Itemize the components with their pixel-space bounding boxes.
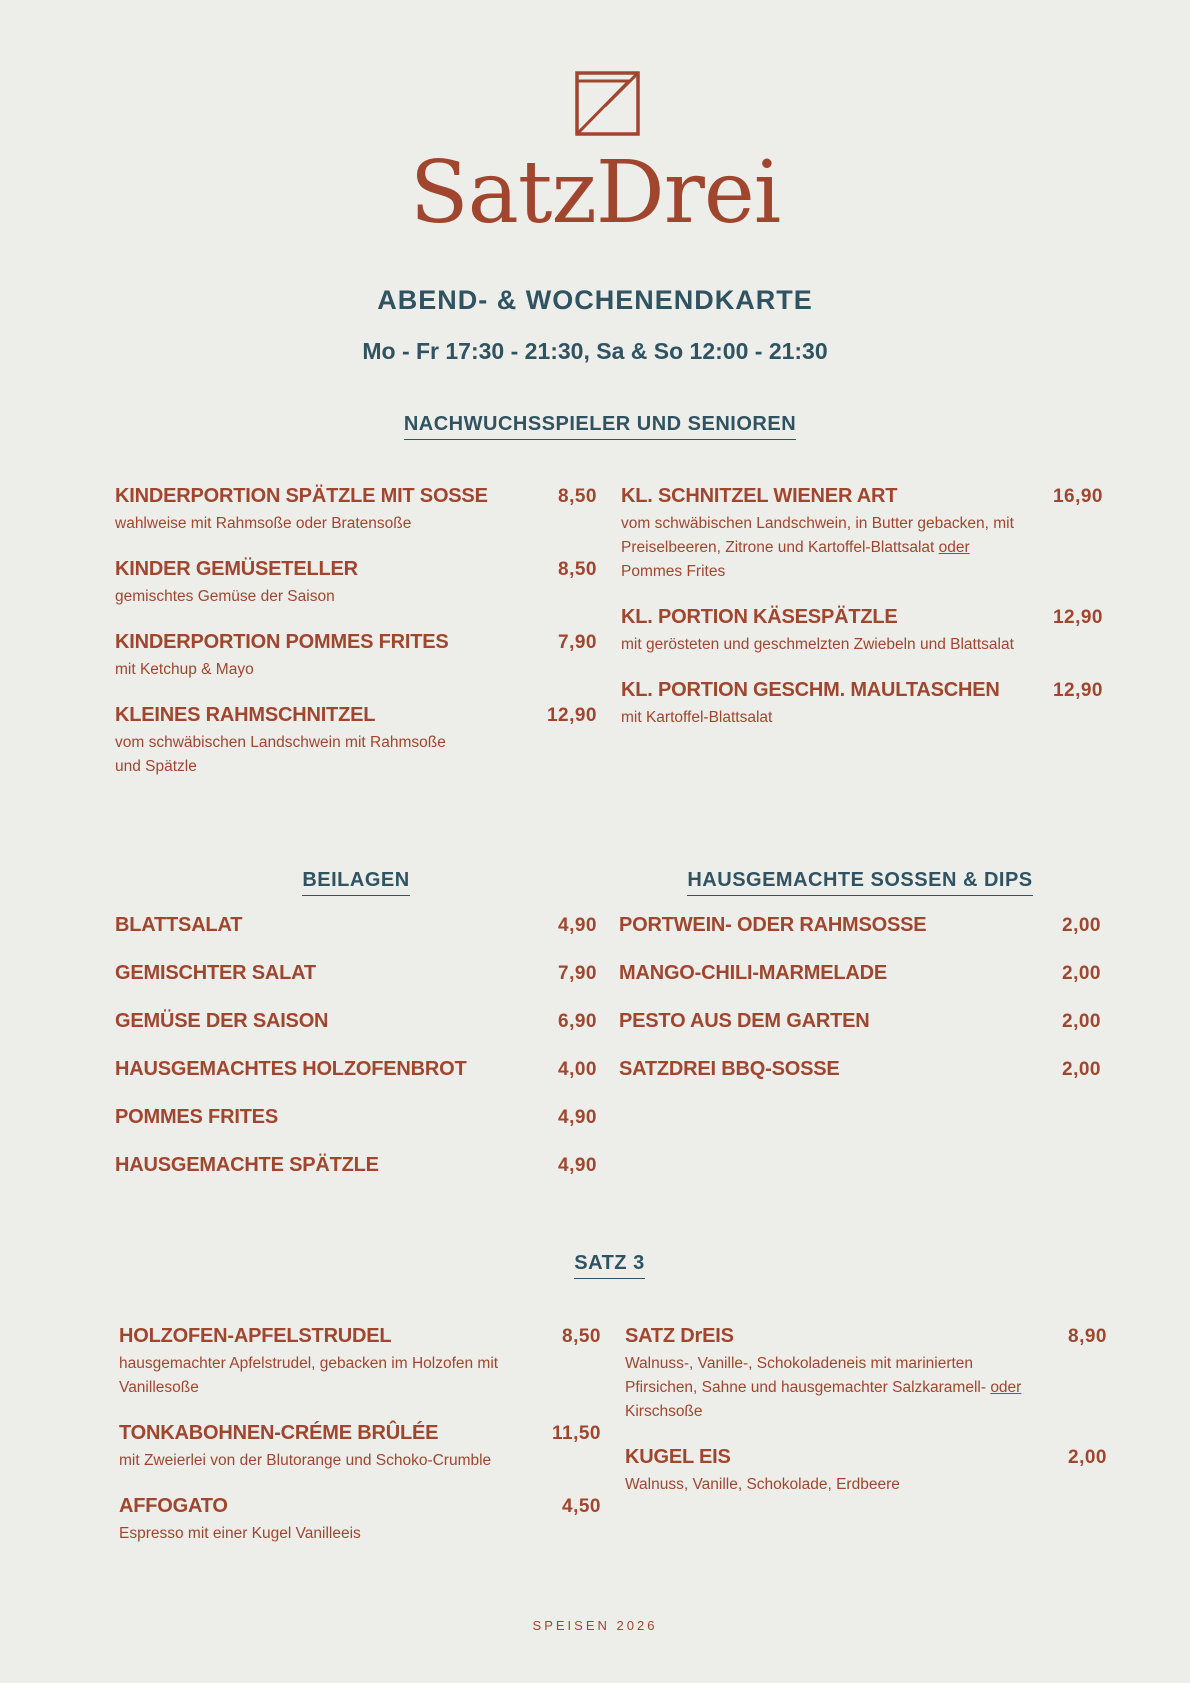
item-name: KLEINES RAHMSCHNITZEL [115,704,376,726]
menu-item [621,606,1103,657]
menu-item [115,1010,597,1058]
item-description: mit Ketchup & Mayo [115,661,254,678]
item-price: 4,90 [558,1107,597,1128]
item-price: 16,90 [1052,486,1103,507]
item-name: KINDER GEMÜSETELLER [115,558,358,580]
menu-item [115,485,597,536]
item-description: Espresso mit einer Kugel Vanilleeis [119,1525,361,1542]
menu-item [119,1495,601,1546]
item-name: SATZDREI BBQ-SOSSE [619,1058,840,1080]
item-name: GEMÜSE DER SAISON [115,1010,329,1032]
item-name: HAUSGEMACHTE SPÄTZLE [115,1154,379,1176]
brand-name: SatzDrei [409,143,781,243]
item-name: BLATTSALAT [115,914,243,936]
logo-mark-icon [575,71,640,136]
dessert-right-column [625,1325,1107,1519]
page-title: ABEND- & WOCHENENDKARTE [377,285,813,315]
item-price: 4,90 [558,1155,597,1176]
item-name: MANGO-CHILI-MARMELADE [619,962,887,984]
item-name: SATZ DrEIS [625,1325,734,1347]
item-price: 12,90 [546,705,597,726]
menu-item [119,1422,601,1473]
item-description: vom schwäbischen Landschwein, in Butter gebacken, mit Preiselbeeren, Zitrone und Kartoffel-Blattsalat oder Pommes Frites [621,515,1014,580]
item-name: PESTO AUS DEM GARTEN [619,1010,870,1032]
menu-item [115,962,597,1010]
menu-item [115,1106,597,1154]
item-price: 11,50 [552,1423,601,1444]
kids-left-column [115,485,597,801]
item-description: hausgemachter Apfelstrudel, gebacken im Holzofen mit Vanillesoße [119,1355,499,1396]
item-price: 8,90 [1068,1326,1107,1347]
menu-item [619,914,1101,962]
item-name: KL. SCHNITZEL WIENER ART [621,485,898,507]
item-description: mit Kartoffel-Blattsalat [621,709,773,726]
item-price: 2,00 [1062,963,1101,984]
item-price: 2,00 [1062,915,1101,936]
menu-item [619,1010,1101,1058]
item-description: wahlweise mit Rahmsoße oder Bratensoße [115,515,412,532]
menu-item [115,914,597,962]
item-name: KL. PORTION GESCHM. MAULTASCHEN [621,679,1000,701]
dessert-left-column [119,1325,601,1568]
sides-list [115,914,597,1202]
item-price: 8,50 [558,486,597,507]
item-name: KINDERPORTION SPÄTZLE MIT SOSSE [115,485,488,507]
sauces-list [619,914,1101,1106]
item-name: KUGEL EIS [625,1446,731,1468]
item-name: TONKABOHNEN-CRÉME BRÛLÉE [119,1422,439,1444]
item-description: Walnuss-, Vanille-, Schokoladeneis mit marinierten Pfirsichen, Sahne und hausgemachter Salzkaramell- oder Kirschsoße [625,1355,1022,1420]
menu-item [625,1325,1107,1424]
menu-item [115,1058,597,1106]
item-name: KL. PORTION KÄSESPÄTZLE [621,606,898,628]
kids-right-column [621,485,1103,752]
section-heading-sides: BEILAGEN [115,869,597,896]
menu-item [115,1154,597,1202]
opening-hours: Mo - Fr 17:30 - 21:30, Sa & So 12:00 - 21:30 [362,338,828,364]
item-price: 6,90 [558,1011,597,1032]
item-price: 8,50 [558,559,597,580]
item-name: POMMES FRITES [115,1106,278,1128]
item-price: 4,90 [558,915,597,936]
menu-item [625,1446,1107,1497]
item-price: 12,90 [1052,680,1103,701]
item-description: Walnuss, Vanille, Schokolade, Erdbeere [625,1476,900,1493]
item-price: 4,50 [562,1496,601,1517]
section-heading-kids: NACHWUCHSSPIELER UND SENIOREN [0,413,1190,440]
item-description: vom schwäbischen Landschwein mit Rahmsoße und Spätzle [115,734,446,775]
item-price: 2,00 [1062,1059,1101,1080]
item-description: mit Zweierlei von der Blutorange und Schoko-Crumble [119,1452,492,1469]
menu-item [621,485,1103,584]
item-name: HAUSGEMACHTES HOLZOFENBROT [115,1058,467,1080]
item-price: 7,90 [558,632,597,653]
menu-item [621,679,1103,730]
item-price: 8,50 [562,1326,601,1347]
menu-item [619,962,1101,1010]
item-price: 12,90 [1052,607,1103,628]
menu-item [619,1058,1101,1106]
item-name: KINDERPORTION POMMES FRITES [115,631,449,653]
menu-item [115,558,597,609]
item-price: 4,00 [558,1059,597,1080]
item-name: GEMISCHTER SALAT [115,962,316,984]
item-name: AFFOGATO [119,1495,228,1517]
footer-label: SPEISEN 2026 [532,1618,658,1633]
menu-item [115,631,597,682]
item-description: mit gerösteten und geschmelzten Zwiebeln und Blattsalat [621,636,1014,653]
section-heading-sauces: HAUSGEMACHTE SOSSEN & DIPS [619,869,1101,896]
menu-item [119,1325,601,1400]
item-price: 2,00 [1068,1447,1107,1468]
item-price: 7,90 [558,963,597,984]
section-heading-desserts: SATZ 3 [0,1252,1190,1279]
menu-item [115,704,597,779]
item-description: gemischtes Gemüse der Saison [115,588,335,605]
item-price: 2,00 [1062,1011,1101,1032]
item-name: HOLZOFEN-APFELSTRUDEL [119,1325,392,1347]
item-name: PORTWEIN- ODER RAHMSOSSE [619,914,927,936]
